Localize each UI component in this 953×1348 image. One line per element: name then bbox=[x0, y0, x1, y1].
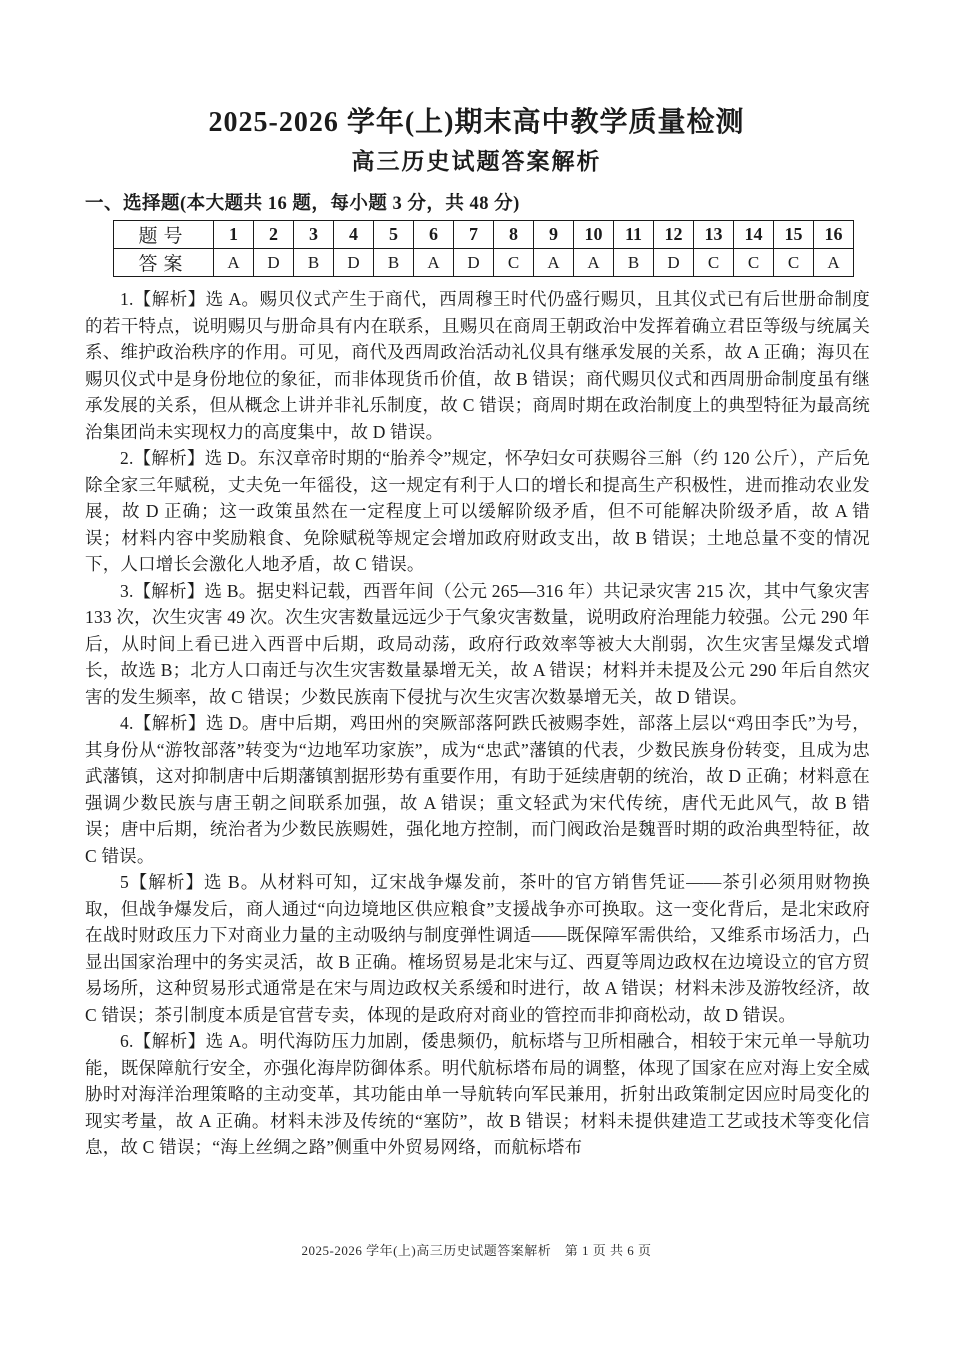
question-number-cell: 4 bbox=[334, 221, 374, 249]
answer-cell: D bbox=[454, 249, 494, 277]
question-number-cell: 5 bbox=[374, 221, 414, 249]
answer-table-row-numbers bbox=[114, 221, 854, 249]
question-number-cell: 3 bbox=[294, 221, 334, 249]
question-number-cell: 8 bbox=[494, 221, 534, 249]
question-number-cell: 13 bbox=[694, 221, 734, 249]
answer-cell: D bbox=[654, 249, 694, 277]
explanation-paragraph-4: 4.【解析】选 D。唐中后期，鸡田州的突厥部落阿跌氏被赐李姓，部落上层以“鸡田李氏”为号，其身份从“游牧部落”转变为“边地军功家族”，成为“忠武”藩镇的代表，少数民族身份转变，且成为忠武藩镇，这对抑制唐中后期藩镇割据形势有重要作用，有助于延续唐朝的统治，故 D 正确；材料意在强调少数民族与唐王朝之间联系加强，故 A 错误；重文轻武为宋代传统，唐代无此风气，故 B 错误；唐中后期，统治者为少数民族赐姓，强化地方控制，而门阀政治是魏晋时期的政治典型特征，故 C 错误。 bbox=[85, 713, 870, 866]
answer-cell: C bbox=[774, 249, 814, 277]
answer-cell: A bbox=[414, 249, 454, 277]
section-heading: 一、选择题(本大题共 16 题，每小题 3 分，共 48 分) bbox=[85, 194, 520, 214]
answer-cell: A bbox=[534, 249, 574, 277]
answer-cell: D bbox=[334, 249, 374, 277]
row-header-answer: 答案 bbox=[114, 249, 214, 277]
question-number-cell: 14 bbox=[734, 221, 774, 249]
answer-cell: B bbox=[294, 249, 334, 277]
answer-cell: A bbox=[214, 249, 254, 277]
row-header-question-number: 题号 bbox=[114, 221, 214, 249]
question-number-cell: 6 bbox=[414, 221, 454, 249]
explanation-paragraph-2: 2.【解析】选 D。东汉章帝时期的“胎养令”规定，怀孕妇女可获赐谷三斛（约 120 公斤），产后免除全家三年赋税，丈夫免一年徭役，这一规定有利于人口的增长和提高生产积极性，进而推动农业发展，故 D 正确；这一政策虽然在一定程度上可以缓解阶级矛盾，但不可能解决阶级矛盾，故 A 错误；材料内容中奖励粮食、免除赋税等规定会增加政府财政支出，故 B 错误；土地总量不变的情况下，人口增长会激化人地矛盾，故 C 错误。 bbox=[85, 448, 870, 574]
answer-table-row-answers bbox=[114, 249, 854, 277]
answer-cell: C bbox=[734, 249, 774, 277]
answer-cell: A bbox=[574, 249, 614, 277]
question-number-cell: 11 bbox=[614, 221, 654, 249]
page-title: 2025-2026 学年(上)期末高中教学质量检测 bbox=[208, 107, 745, 138]
question-number-cell: 9 bbox=[534, 221, 574, 249]
explanation-paragraph-3: 3.【解析】选 B。据史料记载，西晋年间（公元 265—316 年）共记录灾害 215 次，其中气象灾害 133 次，次生灾害 49 次。次生灾害数量远远少于气象灾害数量，说明政府治理能力较强。公元 290 年后，从时间上看已进入西晋中后期，政局动荡，政府行政效率等被大大削弱，次生灾害呈爆发式增长，故选 B；北方人口南迁与次生灾害数量暴增无关，故 A 错误；材料并未提及公元 290 年后自然灾害的发生频率，故 C 错误；少数民族南下侵扰与次生灾害次数暴增无关，故 D 错误。 bbox=[85, 580, 870, 707]
page-footer: 2025-2026 学年(上)高三历史试题答案解析 第 1 页 共 6 页 bbox=[301, 1243, 652, 1258]
question-number-cell: 16 bbox=[814, 221, 854, 249]
answer-cell: C bbox=[494, 249, 534, 277]
explanations-section bbox=[85, 286, 870, 1161]
question-number-cell: 1 bbox=[214, 221, 254, 249]
explanation-paragraph-6: 6.【解析】选 A。明代海防压力加剧，倭患频仍，航标塔与卫所相融合，相较于宋元单一导航功能，既保障航行安全，亦强化海岸防御体系。明代航标塔布局的调整，体现了国家在应对海上安全威胁时对海洋治理策略的主动变革，其功能由单一导航转向军民兼用，折射出政策制定因应时局变化的现实考量，故 A 正确。材料未涉及传统的“塞防”，故 B 错误；材料未提供建造工艺或技术等变化信息，故 C 错误；“海上丝绸之路”侧重中外贸易网络，而航标塔布 bbox=[85, 1031, 870, 1157]
question-number-cell: 2 bbox=[254, 221, 294, 249]
answer-cell: C bbox=[694, 249, 734, 277]
question-number-cell: 10 bbox=[574, 221, 614, 249]
answer-cell: B bbox=[374, 249, 414, 277]
question-number-cell: 7 bbox=[454, 221, 494, 249]
question-number-cell: 15 bbox=[774, 221, 814, 249]
question-number-cell: 12 bbox=[654, 221, 694, 249]
answer-table bbox=[113, 220, 854, 277]
answer-cell: D bbox=[254, 249, 294, 277]
explanation-paragraph-1: 1.【解析】选 A。赐贝仪式产生于商代，西周穆王时代仍盛行赐贝，且其仪式已有后世册命制度的若干特点，说明赐贝与册命具有内在联系，且赐贝在商周王朝政治中发挥着确立君臣等级与统属关系、维护政治秩序的作用。可见，商代及西周政治活动礼仪具有继承发展的关系，故 A 正确；海贝在赐贝仪式中是身份地位的象征，而非体现货币价值，故 B 错误；商代赐贝仪式和西周册命制度虽有继承发展的关系，但从概念上讲并非礼乐制度，故 C 错误；商周时期在政治制度上的典型特征为最高统治集团尚未实现权力的高度集中，故 D 错误。 bbox=[85, 289, 870, 442]
answer-cell: B bbox=[614, 249, 654, 277]
answer-cell: A bbox=[814, 249, 854, 277]
page-subtitle: 高三历史试题答案解析 bbox=[351, 149, 602, 174]
explanation-paragraph-5: 5【解析】选 B。从材料可知，辽宋战争爆发前，茶叶的官方销售凭证——茶引必须用财物换取，但战争爆发后，商人通过“向边境地区供应粮食”支援战争亦可换取。这一变化背后，是北宋政府在战时财政压力下对商业力量的主动吸纳与制度弹性调适——既保障军需供给，又维系市场活力，凸显出国家治理中的务实灵活，故 B 正确。榷场贸易是北宋与辽、西夏等周边政权在边境设立的官方贸易场所，这种贸易形式通常是在宋与周边政权关系缓和时进行，故 A 错误；材料未涉及游牧经济，故 C 错误；茶引制度本质是官营专卖，体现的是政府对商业的管控而非抑商松动，故 D 错误。 bbox=[85, 872, 870, 1025]
